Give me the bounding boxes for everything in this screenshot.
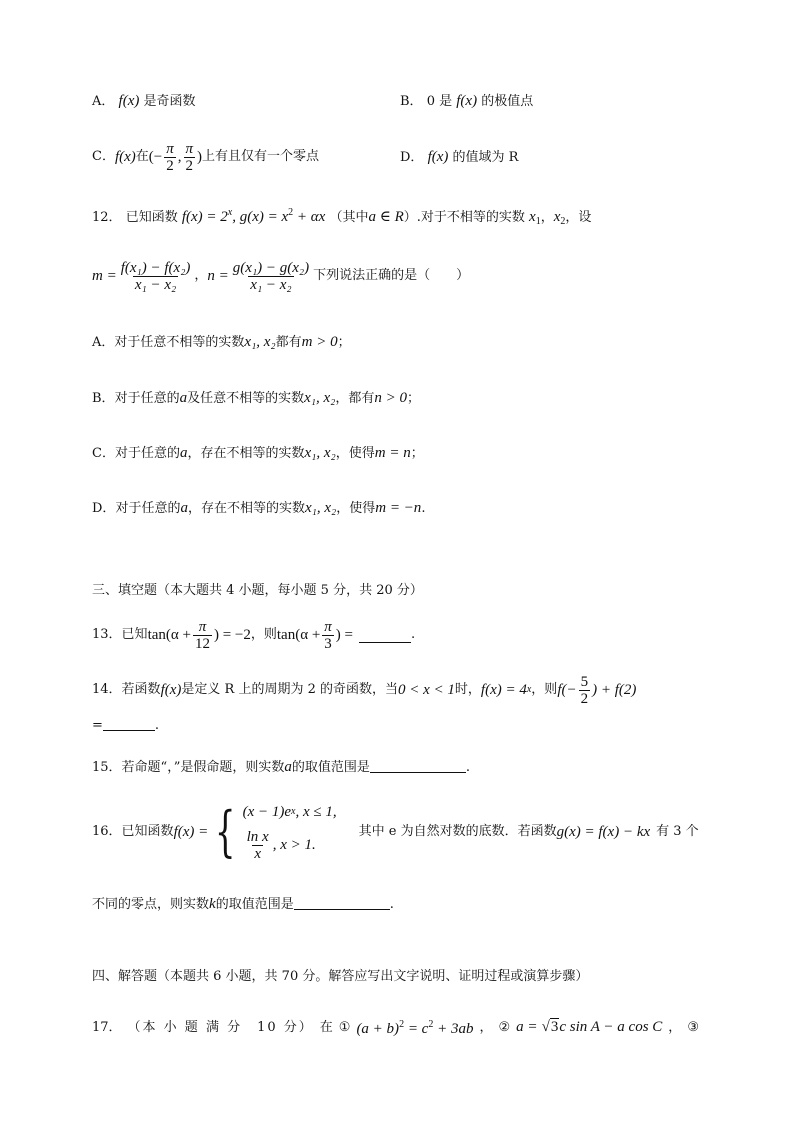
q11-option-a (92, 91, 196, 112)
math-a: a (179, 445, 188, 461)
question-number: 16． (92, 824, 122, 839)
q12-option-a (92, 332, 351, 353)
interval-close: ) (197, 149, 203, 165)
left-brace-icon: { (215, 800, 236, 863)
option-tail: ； (410, 446, 424, 461)
frac-den: x₁ − x₂ (134, 276, 177, 293)
math-exp: 2 (399, 1019, 405, 1030)
math-f-def: f(x) = 2 (181, 209, 228, 225)
option-text: 的值域为 R (452, 150, 519, 165)
end-mark: . (465, 760, 470, 775)
option-text: ，使得 (335, 446, 375, 461)
separator: ， (479, 1019, 493, 1035)
math-exp: x (526, 684, 532, 695)
frac-num: ln x (246, 828, 269, 845)
question-number: 15． (92, 760, 122, 775)
option-label: C． (92, 149, 115, 164)
q11-option-c (92, 137, 319, 177)
math-fx: f(x) (456, 93, 478, 109)
case-expr: (x − 1)e (242, 804, 292, 820)
stem-text: 已知函数 (125, 210, 178, 225)
option-text: 是奇函数 (143, 94, 196, 109)
math-g-rest: + αx (293, 209, 326, 225)
case-cond: , x ≤ 1, (295, 804, 337, 820)
math-fx: f(x) = (173, 824, 209, 840)
stem-text: 有 3 个 (656, 824, 699, 839)
case-2 (243, 825, 337, 865)
q12-option-d (92, 498, 425, 519)
piecewise-cases (243, 799, 337, 865)
stem-text: 的取值范围是 (215, 897, 294, 912)
question-number: 13． (92, 627, 122, 642)
interval-comma: , (177, 149, 182, 165)
option-text: 对于任意不相等的实数 (114, 335, 245, 350)
option-text: ，使得 (336, 501, 376, 516)
circled-3: ③ (687, 1019, 699, 1035)
option-label: D． (92, 501, 116, 516)
math-fx: f(x) (160, 682, 182, 698)
fraction-n (231, 260, 311, 293)
q16-line1 (92, 797, 699, 867)
stem-text: 的取值范围是 (291, 760, 370, 775)
frac-num: π (166, 140, 174, 157)
answer-blank[interactable] (359, 628, 411, 643)
q14-line2 (92, 716, 159, 736)
answer-blank[interactable] (103, 716, 155, 731)
question-number: 17． (92, 1019, 122, 1035)
q17 (92, 1015, 699, 1040)
math-expr: = c (404, 1021, 429, 1037)
answer-blank[interactable] (370, 758, 466, 773)
math-eq: ) = −2 (213, 627, 251, 643)
math-a-in-r: a ∈ R (368, 209, 404, 225)
option-tail: ； (406, 391, 420, 406)
q12-stem (92, 203, 591, 232)
fraction-pi-over-12 (193, 619, 212, 652)
stem-text: ，则 (531, 682, 558, 697)
math-n-eq: n = (207, 268, 229, 284)
frac-num: f(x₁) − f(x₂) (120, 259, 191, 276)
frac-den: x₁ − x₂ (250, 276, 292, 293)
stem-text: 在 (319, 1019, 333, 1035)
section-4-heading: 四、解答题（本题共 6 小题，共 70 分。解答应写出文字说明、证明过程或演算步骤） (92, 969, 589, 984)
question-prompt: 下列说法正确的是（ ） (313, 268, 470, 283)
math-g-def: , g(x) = x (232, 209, 289, 225)
case-1 (243, 799, 337, 825)
math-sub: 1 (535, 216, 541, 227)
circled-2: ② (498, 1019, 511, 1035)
piecewise-function (208, 799, 336, 865)
fraction-pi-over-3 (322, 619, 334, 652)
frac-num: π (198, 618, 207, 635)
option-text: 上有且仅有一个零点 (202, 149, 320, 164)
stem-text: 其中 e 为自然对数的底数．若函数 (358, 824, 557, 839)
math-vars: x₁, x₂ (304, 500, 337, 516)
math-tan: tan(α + (276, 627, 321, 643)
math-expr: ) + f(2) (592, 682, 637, 698)
option-label: D． (400, 150, 424, 165)
fraction-pi-over-2 (184, 141, 196, 174)
stem-text: 若命题“，”是假命题，则实数 (121, 760, 285, 775)
option-text: 都有 (275, 335, 302, 350)
separator: ， (668, 1019, 682, 1035)
question-number: 12． (92, 210, 122, 225)
math-a: a (179, 390, 188, 406)
radicand: 3 (550, 1019, 559, 1035)
stem-text: 已知函数 (121, 824, 174, 839)
math-expr: c sin A − a cos C (559, 1019, 663, 1035)
end-mark: . (154, 718, 160, 733)
math-cond: m = −n (375, 500, 422, 516)
math-vars: x₁, x₂ (304, 390, 336, 406)
math-exp: 2 (428, 1019, 434, 1030)
option-label: B． (400, 94, 423, 109)
end-mark: . (411, 627, 416, 642)
math-fx: f(x) (427, 149, 449, 165)
math-cond: m > 0 (301, 334, 338, 350)
q15 (92, 757, 470, 778)
frac-den: 2 (185, 157, 194, 174)
math-x: x (529, 209, 536, 225)
math-eq: ) = (335, 627, 354, 643)
circled-1: ① (338, 1019, 351, 1035)
fraction-5-over-2 (579, 674, 591, 707)
q11-option-b (400, 91, 533, 112)
option-text-pre: 0 是 (426, 94, 453, 109)
points-note: （本 小 题 满 分 10 分） (127, 1019, 314, 1035)
option-text: 对于任意的 (114, 391, 180, 406)
option-text: 的极值点 (481, 94, 534, 109)
equals-sign: = (92, 718, 103, 733)
separator: ， (194, 268, 208, 283)
math-fx: f(x) (118, 93, 140, 109)
option-text: ，存在不相等的实数 (187, 501, 305, 516)
fraction-m (119, 260, 193, 293)
stem-text: 已知 (121, 627, 148, 642)
end-mark: . (389, 897, 394, 912)
q11-option-d (400, 147, 518, 168)
option-label: B． (92, 391, 115, 406)
math-a: a (180, 500, 188, 516)
frac-num: π (324, 618, 332, 635)
frac-den: 2 (580, 690, 589, 707)
math-x: x (553, 209, 561, 225)
frac-num: g(x₁) − g(x₂) (232, 259, 310, 276)
fraction-pi-over-2 (164, 141, 176, 174)
frac-num: π (185, 140, 194, 157)
math-exp: x (227, 207, 233, 218)
option-tail: ； (337, 335, 351, 350)
section-3-heading: 三、填空题（本大题共 4 小题，每小题 5 分，共 20 分） (92, 583, 423, 598)
option-text: ，存在不相等的实数 (187, 446, 305, 461)
stem-text: 不同的零点，则实数 (92, 897, 210, 912)
interval-open: (− (148, 149, 163, 165)
math-cond: n > 0 (374, 390, 407, 406)
math-expr: f(− (557, 682, 577, 698)
stem-text: ，则 (250, 627, 277, 642)
fraction-lnx-over-x (245, 829, 271, 862)
math-expr: + 3ab (433, 1021, 474, 1037)
stem-text: （其中 (329, 210, 369, 225)
stem-text: 时， (454, 682, 481, 697)
option-label: A． (92, 335, 115, 350)
option-text: 对于任意的 (114, 446, 180, 461)
frac-den: 3 (324, 635, 332, 652)
math-sub: 2 (560, 216, 566, 227)
option-text: 对于任意的 (115, 501, 181, 516)
option-label: A． (92, 94, 115, 109)
stem-text: ，设 (565, 210, 592, 225)
q12-option-b (92, 388, 420, 409)
frac-den: 12 (194, 635, 210, 652)
option-label: C． (92, 446, 115, 461)
option-tail: . (421, 501, 426, 516)
stem-text: 若函数 (121, 682, 161, 697)
q12-option-c (92, 443, 424, 464)
q13 (92, 615, 415, 655)
option-text: 及任意不相等的实数 (187, 391, 305, 406)
separator: ， (540, 210, 554, 225)
sqrt-symbol: √3 (541, 1019, 559, 1035)
stem-text: 是定义 R 上的周期为 2 的奇函数，当 (181, 682, 398, 697)
frac-num: 5 (580, 673, 589, 690)
math-expr: a = (516, 1019, 538, 1035)
math-g: g(x) = f(x) − kx (556, 824, 651, 840)
q16-line2 (92, 894, 394, 915)
case-cond: , x > 1. (272, 837, 316, 853)
math-def: f(x) = 4 (480, 682, 527, 698)
option-text: ，都有 (335, 391, 375, 406)
math-m-eq: m = (92, 268, 117, 284)
math-cond: 0 < x < 1 (397, 682, 455, 698)
math-fx: f(x) (114, 149, 136, 165)
q14-line1 (92, 670, 636, 710)
stem-text: ）.对于不相等的实数 (403, 210, 525, 225)
math-cond: m = n (374, 445, 411, 461)
math-expr: (a + b) (356, 1021, 400, 1037)
answer-blank[interactable] (294, 895, 390, 910)
math-tan: tan(α + (147, 627, 191, 643)
math-exp: 2 (288, 207, 294, 218)
option-text-mid: 在 (135, 149, 149, 164)
question-number: 14． (92, 682, 122, 697)
math-vars: x₁, x₂ (244, 334, 276, 350)
math-exp: x (291, 806, 296, 817)
math-k: k (209, 896, 216, 912)
math-vars: x₁, x₂ (304, 445, 336, 461)
math-a: a (284, 759, 292, 775)
frac-den: x (254, 845, 261, 862)
frac-den: 2 (166, 157, 174, 174)
q12-definitions (92, 253, 469, 299)
